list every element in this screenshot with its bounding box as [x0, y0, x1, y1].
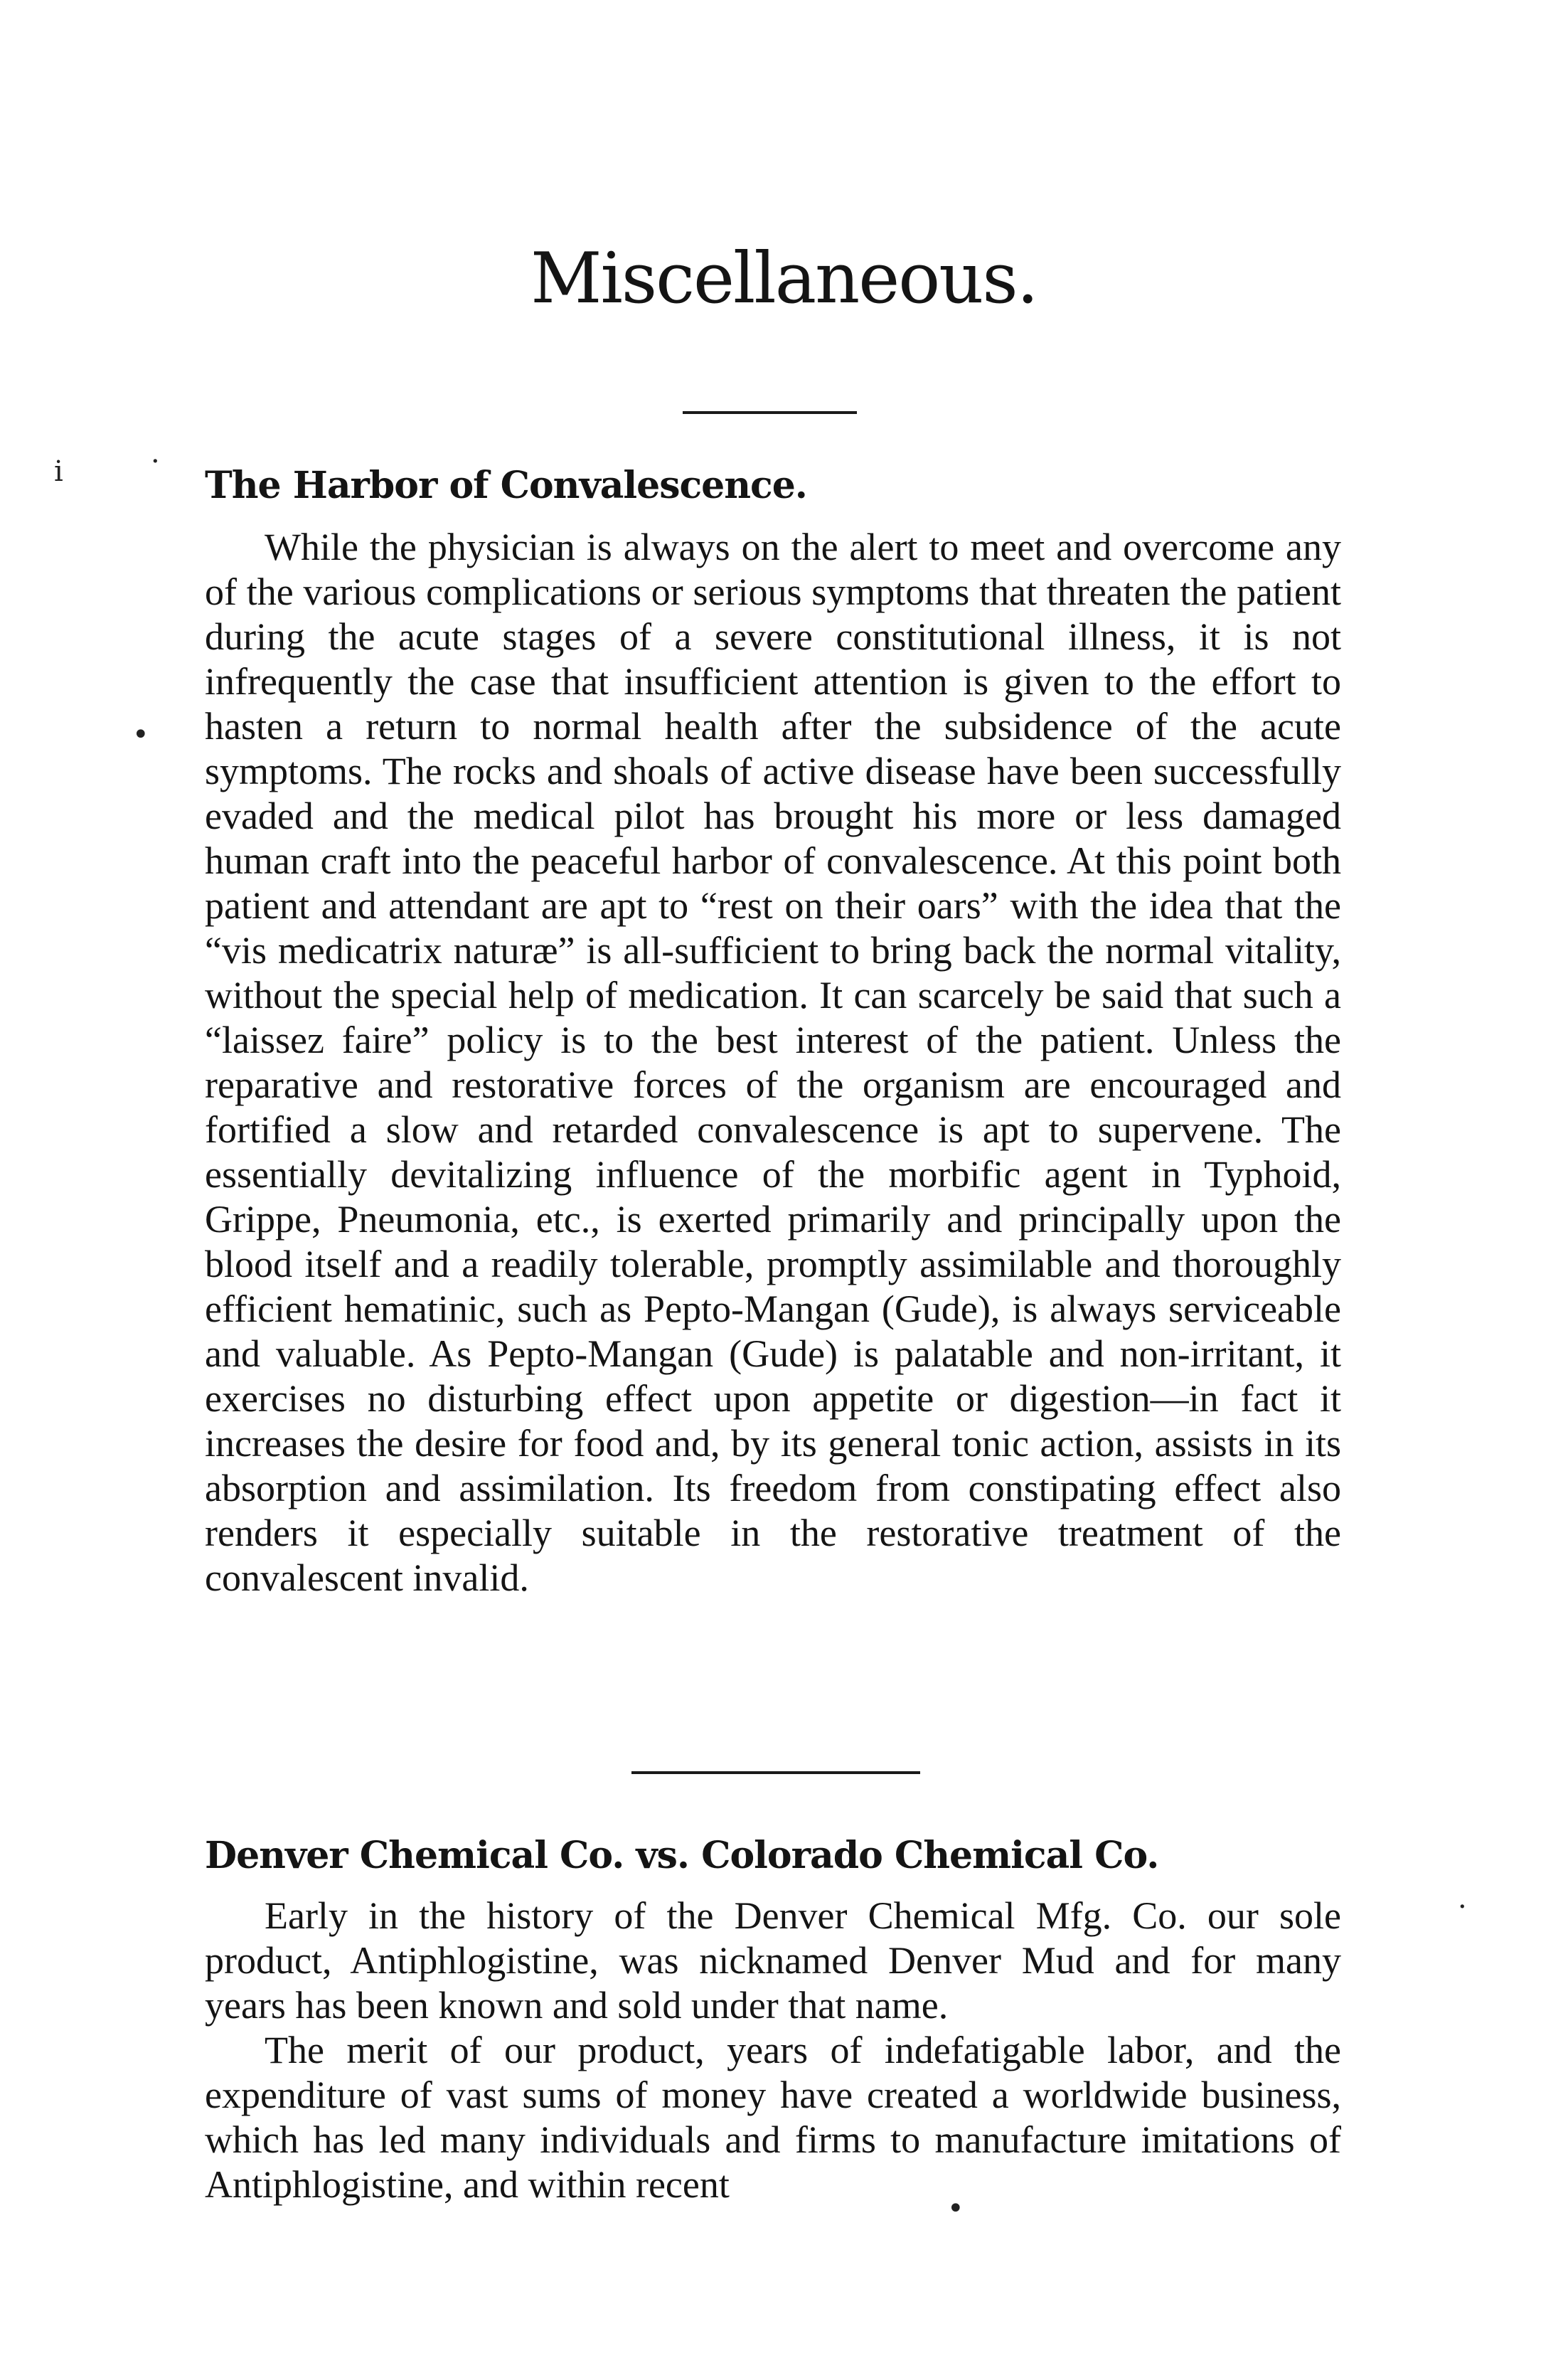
- paragraph: While the physician is always on the alert to meet and overcome any of the various complications or serious symptoms that threaten the patient during the acute stages of a severe constitutional illness, it is not infrequently the case that insufficient attention is given to the effort to hasten a return to normal health after the subsidence of the acute symptoms. The rocks and shoals of active disease have been successfully evaded and the medical pilot has brought his more or less damaged human craft into the peaceful harbor of convalescence. At this point both patient and attendant are apt to “rest on their oars” with the idea that the “vis medicatrix naturæ” is all-sufficient to bring back the normal vitality, without the special help of medication. It can scarcely be said that such a “laissez faire” policy is to the best interest of the patient. Unless the reparative and restorative forces of the organism are encouraged and fortified a slow and retarded convalescence is apt to supervene. The essentially devitalizing influence of the morbific agent in Typhoid, Grippe, Pneumonia, etc., is exerted primarily and principally upon the blood itself and a readily tolerable, promptly assimilable and thoroughly efficient hematinic, such as Pepto-Mangan (Gude), is always serviceable and valuable. As Pepto-Mangan (Gude) is palatable and non-irritant, it exercises no disturbing effect upon appetite or digestion—in fact it increases the desire for food and, by its general tonic action, assists in its absorption and assimilation. Its freedom from constipating effect also renders it especially suitable in the restorative treatment of the convalescent invalid.: [205, 526, 1341, 1599]
- margin-mark-left-dot: ·: [151, 445, 160, 478]
- section-body-denver: [205, 1894, 1341, 2207]
- title-divider: [683, 411, 857, 414]
- margin-mark-right-dot: ·: [1458, 1891, 1467, 1923]
- section-heading-harbor: The Harbor of Convalescence.: [205, 464, 807, 507]
- section-body-harbor: [205, 525, 1341, 1601]
- page-title: Miscellaneous.: [530, 238, 1038, 319]
- margin-mark-left: i: [54, 455, 63, 488]
- paragraph: The merit of our product, years of indefatigable labor, and the expenditure of vast sums of money have created a worldwide business, which has led many individuals and firms to manufacture imitations of Antiphlogistine, and within recent: [205, 2029, 1341, 2206]
- margin-mark-mid-dot: •: [132, 718, 149, 751]
- paragraph: Early in the history of the Denver Chemical Mfg. Co. our sole product, Antiphlogistine, was nicknamed Denver Mud and for many years has been known and sold under that name.: [205, 1894, 1341, 2027]
- margin-mark-bottom-dot: •: [947, 2192, 964, 2225]
- section-divider: [631, 1771, 920, 1774]
- section-heading-denver: Denver Chemical Co. vs. Colorado Chemical Co.: [205, 1834, 1159, 1877]
